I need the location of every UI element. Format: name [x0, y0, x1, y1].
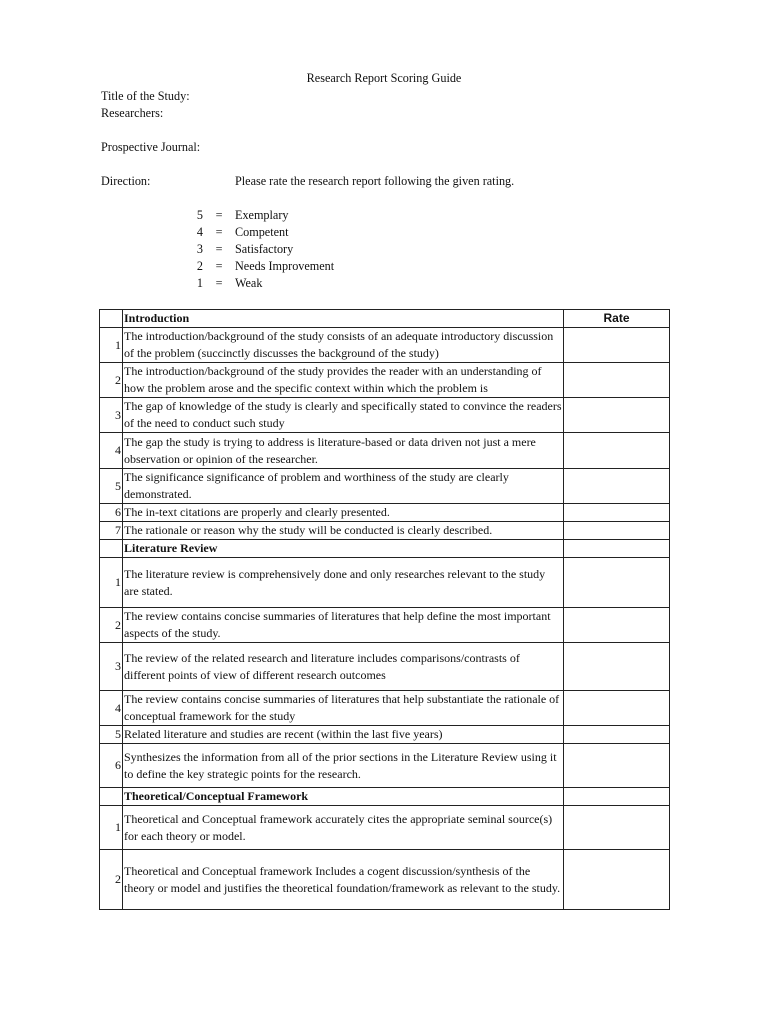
item-number: 4 [100, 691, 123, 726]
title-of-study-label: Title of the Study: [101, 89, 190, 103]
direction-label: Direction: [101, 174, 151, 188]
rating-value: 1 [196, 276, 203, 290]
item-text: Theoretical and Conceptual framework accurately cites the appropriate seminal source(s) for each theory or model. [123, 806, 564, 850]
item-number: 6 [100, 744, 123, 788]
section-header-row [100, 788, 670, 806]
table-row [100, 691, 670, 726]
table-row [100, 522, 670, 540]
rate-cell[interactable] [564, 608, 670, 643]
rate-cell[interactable] [564, 504, 670, 522]
rating-label: Competent [235, 225, 289, 239]
rate-cell[interactable] [564, 433, 670, 469]
item-number: 2 [100, 850, 123, 910]
prospective-journal-label: Prospective Journal: [101, 140, 201, 154]
item-number: 2 [100, 608, 123, 643]
rating-equals: = [215, 276, 223, 290]
rate-cell[interactable] [564, 850, 670, 910]
item-text: The in-text citations are properly and clearly presented. [123, 504, 564, 522]
table-row [100, 469, 670, 504]
item-text: Theoretical and Conceptual framework Includes a cogent discussion/synthesis of the theory or model and justifies the theoretical foundation/framework as relevant to the study. [123, 850, 564, 910]
item-number: 3 [100, 398, 123, 433]
item-number: 7 [100, 522, 123, 540]
section-header-row [100, 310, 670, 328]
rating-label: Exemplary [235, 208, 289, 222]
section-num-cell [100, 540, 123, 558]
table-row [100, 643, 670, 691]
item-number: 5 [100, 726, 123, 744]
rating-equals: = [215, 225, 223, 239]
rate-cell[interactable] [564, 744, 670, 788]
item-text: Synthesizes the information from all of the prior sections in the Literature Review using it to define the key strategic points for the research. [123, 744, 564, 788]
rating-equals: = [215, 259, 223, 273]
item-number: 5 [100, 469, 123, 504]
rate-cell[interactable] [564, 558, 670, 608]
item-text: Related literature and studies are recent (within the last five years) [123, 726, 564, 744]
table-row [100, 726, 670, 744]
item-text: The review contains concise summaries of literatures that help substantiate the rationale of conceptual framework for the study [123, 691, 564, 726]
item-number: 3 [100, 643, 123, 691]
section-heading: Introduction [123, 310, 564, 328]
rate-cell[interactable] [564, 363, 670, 398]
rate-cell [564, 788, 670, 806]
item-text: The review contains concise summaries of literatures that help define the most important aspects of the study. [123, 608, 564, 643]
rate-cell [564, 540, 670, 558]
section-heading: Literature Review [123, 540, 564, 558]
rate-cell[interactable] [564, 726, 670, 744]
section-header-row [100, 540, 670, 558]
rating-equals: = [215, 208, 223, 222]
scoring-table [99, 309, 670, 910]
rate-cell[interactable] [564, 522, 670, 540]
table-row [100, 433, 670, 469]
rate-cell[interactable] [564, 691, 670, 726]
section-heading: Theoretical/Conceptual Framework [123, 788, 564, 806]
rating-value: 5 [196, 208, 203, 222]
rating-label: Needs Improvement [235, 259, 335, 273]
rating-value: 2 [196, 259, 203, 273]
item-text: The gap of knowledge of the study is clearly and specifically stated to convince the readers of the need to conduct such study [123, 398, 564, 433]
rate-cell[interactable] [564, 643, 670, 691]
item-number: 1 [100, 558, 123, 608]
rating-label: Satisfactory [235, 242, 294, 256]
table-row [100, 744, 670, 788]
rate-cell[interactable] [564, 806, 670, 850]
rating-value: 4 [196, 225, 203, 239]
direction-text: Please rate the research report following the given rating. [235, 174, 515, 188]
table-row [100, 558, 670, 608]
table-row [100, 363, 670, 398]
rate-column-header: Rate [564, 310, 670, 328]
item-text: The literature review is comprehensively done and only researches relevant to the study are stated. [123, 558, 564, 608]
table-row [100, 328, 670, 363]
rate-cell[interactable] [564, 398, 670, 433]
table-row [100, 850, 670, 910]
section-num-cell [100, 310, 123, 328]
item-number: 2 [100, 363, 123, 398]
item-text: The gap the study is trying to address is literature-based or data driven not just a mere observation or opinion of the researcher. [123, 433, 564, 469]
researchers-label: Researchers: [101, 106, 164, 120]
rate-cell[interactable] [564, 469, 670, 504]
table-row [100, 806, 670, 850]
item-text: The significance significance of problem and worthiness of the study are clearly demonstrated. [123, 469, 564, 504]
item-number: 6 [100, 504, 123, 522]
table-row [100, 504, 670, 522]
item-text: The introduction/background of the study provides the reader with an understanding of how the problem arose and the specific context within which the problem is [123, 363, 564, 398]
table-row [100, 608, 670, 643]
item-number: 4 [100, 433, 123, 469]
section-num-cell [100, 788, 123, 806]
document-title: Research Report Scoring Guide [306, 71, 462, 85]
rating-value: 3 [196, 242, 203, 256]
item-text: The review of the related research and literature includes comparisons/contrasts of different points of view of different research outcomes [123, 643, 564, 691]
table-row [100, 398, 670, 433]
item-number: 1 [100, 328, 123, 363]
item-text: The introduction/background of the study consists of an adequate introductory discussion of the problem (succinctly discusses the background of the study) [123, 328, 564, 363]
rate-cell[interactable] [564, 328, 670, 363]
rating-label: Weak [235, 276, 263, 290]
rating-equals: = [215, 242, 223, 256]
item-text: The rationale or reason why the study will be conducted is clearly described. [123, 522, 564, 540]
item-number: 1 [100, 806, 123, 850]
